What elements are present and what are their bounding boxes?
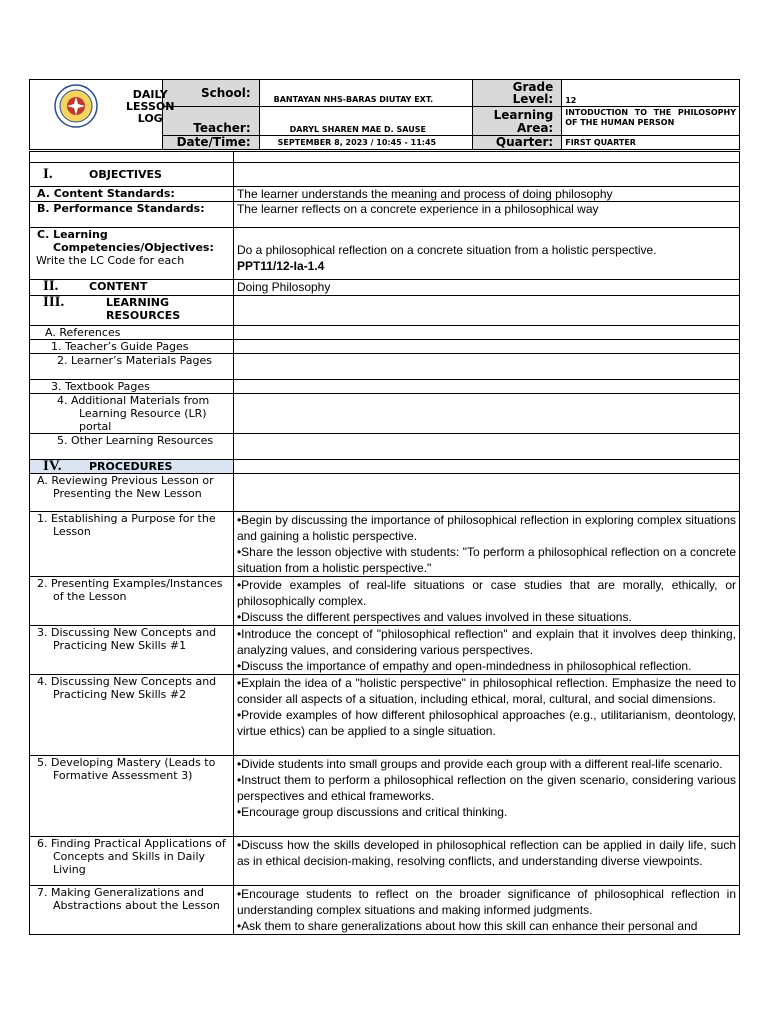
resource-empty-cell <box>233 380 739 394</box>
dll-title-line: LOG <box>137 112 163 125</box>
dll-title-line: DAILY <box>132 88 168 101</box>
teacher-label: Teacher: <box>162 107 259 136</box>
row-label: A. Reviewing Previous Lesson or Presenting the New Lesson <box>37 474 214 500</box>
procedure-content <box>233 577 739 626</box>
procedure-content <box>233 756 739 837</box>
dll-title-line: LESSON <box>126 100 175 113</box>
procedure-label <box>30 675 234 756</box>
procedure-bullet: •Begin by discussing the importance of philosophical reflection in exploring complex situations and gaining a holistic perspective. <box>236 513 736 543</box>
references-label <box>30 326 234 340</box>
row-label: A. Content Standards: <box>37 187 175 200</box>
procedure-bullet: •Discuss the different perspectives and values involved in these situations. <box>236 610 632 624</box>
learning-label-line: Area: <box>516 121 554 135</box>
lesson-log-table <box>29 151 740 935</box>
row-label: 2. Learner’s Materials Pages <box>57 354 213 367</box>
spacer-cell <box>233 152 739 163</box>
section-title: PROCEDURES <box>89 460 173 473</box>
procedure-bullet: •Provide examples of how different philosophical approaches (e.g., utilitarianism, deontology, virtue ethics) can be applied to a single situation. <box>236 708 736 738</box>
procedures-empty-cell <box>233 460 739 474</box>
resource-empty-cell <box>233 354 739 380</box>
logo-cell <box>30 80 175 150</box>
resource-empty-cell <box>233 340 739 354</box>
procedure-content <box>233 837 739 886</box>
procedure-content <box>233 512 739 577</box>
procedure-bullet: •Discuss the importance of empathy and open-mindedness in philosophical reflection. <box>236 659 692 673</box>
section-number: I. <box>43 166 53 182</box>
row-label: 5. Other Learning Resources <box>57 434 214 447</box>
procedure-bullet: •Introduce the concept of "philosophical reflection" and explain that it involves deep thinking, analyzing values, and considering various perspectives. <box>236 627 736 657</box>
procedure-label <box>30 626 234 675</box>
resource-empty-cell <box>233 394 739 434</box>
procedure-label <box>30 577 234 626</box>
quarter-label: Quarter: <box>473 136 562 150</box>
objectives-empty-cell <box>233 163 739 187</box>
references-empty-cell <box>233 326 739 340</box>
section-title: LEARNING RESOURCES <box>106 296 181 322</box>
resource-empty-cell <box>233 434 739 460</box>
resource-item <box>30 340 234 354</box>
content-standards-value: The learner understands the meaning and process of doing philosophy <box>233 187 739 202</box>
row-label: 5. Developing Mastery (Leads to Formative Assessment 3) <box>37 756 216 782</box>
row-label: 7. Making Generalizations and Abstractions about the Lesson <box>37 886 220 912</box>
competency-code: PPT11/12-Ia-1.4 <box>236 258 325 273</box>
row-label: 1. Establishing a Purpose for the Lesson <box>37 512 216 538</box>
row-label: 3. Discussing New Concepts and Practicing New Skills #1 <box>37 626 217 652</box>
dll-title <box>126 89 174 125</box>
row-label: C. Learning Competencies/Objectives: <box>37 228 214 254</box>
procedure-label <box>30 756 234 837</box>
learning-label-line: Learning <box>493 108 554 122</box>
teacher-value: DARYL SHAREN MAE D. SAUSE <box>259 107 473 136</box>
date-value: SEPTEMBER 8, 2023 / 10:45 - 11:45 <box>259 136 473 150</box>
grade-level-value: 12 <box>562 80 740 107</box>
grade-label-line: Level: <box>512 92 554 106</box>
resource-item <box>30 354 234 380</box>
resources-empty-cell <box>233 296 739 326</box>
row-label: 4. Discussing New Concepts and Practicing New Skills #2 <box>37 675 217 701</box>
procedure-content <box>233 626 739 675</box>
school-label: School: <box>162 80 259 107</box>
procedure-bullet: •Encourage group discussions and critical thinking. <box>236 805 508 819</box>
deped-seal-logo <box>54 84 98 128</box>
competencies-value <box>233 228 739 280</box>
row-label: 4. Additional Materials from Learning Resource (LR) portal <box>57 394 210 433</box>
procedure-bullet: •Ask them to share generalizations about how this skill can enhance their personal and <box>236 919 698 933</box>
procedure-bullet: •Provide examples of real-life situations or case studies that are morally, ethically, or philosophically complex. <box>236 578 736 608</box>
row-label: 3. Textbook Pages <box>51 380 150 393</box>
procedure-bullet: •Share the lesson objective with students: "To perform a philosophical reflection on a concrete situation from a holistic perspective." <box>236 545 736 575</box>
procedure-bullet: •Discuss how the skills developed in philosophical reflection can be applied in daily life, such as in ethical decision-making, resolving conflicts, and understanding diverse viewpoints. <box>236 838 736 868</box>
section-title: OBJECTIVES <box>89 168 162 181</box>
procedure-bullet: •Explain the idea of a "holistic perspective" in philosophical reflection. Emphasize the need to consider all aspects of a situation, including ethical, moral, cultural, and social dimensions. <box>236 676 736 706</box>
performance-standards-label <box>30 202 234 228</box>
competency-text: Do a philosophical reflection on a concrete situation from a holistic perspective. <box>236 242 657 257</box>
row-label: A. References <box>45 326 121 339</box>
procedures-heading <box>30 460 234 474</box>
procedure-content <box>233 675 739 756</box>
row-label: 2. Presenting Examples/Instances of the Lesson <box>37 577 223 603</box>
objectives-heading <box>30 163 234 187</box>
section-number: III. <box>43 294 65 310</box>
resource-item <box>30 394 234 434</box>
procedure-bullet: •Encourage students to reflect on the broader significance of philosophical reflection in understanding complex situations and making informed judgments. <box>236 887 736 917</box>
lc-code-note: Write the LC Code for each <box>36 254 185 267</box>
procedure-content <box>233 886 739 935</box>
header-table <box>29 79 740 150</box>
section-number: IV. <box>43 458 62 474</box>
procedure-label <box>30 886 234 935</box>
school-value: BANTAYAN NHS-BARAS DIUTAY EXT. <box>259 80 473 107</box>
date-label: Date/Time: <box>162 136 259 150</box>
row-label: B. Performance Standards: <box>37 202 205 215</box>
procedure-bullet: •Divide students into small groups and provide each group with a different real-life scenario. <box>236 757 723 771</box>
quarter-value: FIRST QUARTER <box>562 136 740 150</box>
grade-level-label <box>473 80 562 107</box>
procedure-label <box>30 474 234 512</box>
procedure-empty-cell <box>233 474 739 512</box>
spacer-cell <box>30 152 234 163</box>
row-label: 6. Finding Practical Applications of Concepts and Skills in Daily Living <box>37 837 226 876</box>
procedure-label <box>30 512 234 577</box>
content-standards-label <box>30 187 234 202</box>
procedure-label <box>30 837 234 886</box>
procedure-bullet: •Instruct them to perform a philosophical reflection on the given scenario, considering various perspectives and ethical frameworks. <box>236 773 736 803</box>
competencies-label <box>30 228 234 280</box>
resource-item <box>30 380 234 394</box>
content-value: Doing Philosophy <box>233 280 739 296</box>
section-number: II. <box>43 278 59 294</box>
learning-area-value: INTODUCTION TO THE PHILOSOPHY OF THE HUMAN PERSON <box>562 107 740 136</box>
grade-label-line: Grade <box>512 80 554 94</box>
performance-standards-value: The learner reflects on a concrete experience in a philosophical way <box>233 202 739 228</box>
row-label: 1. Teacher’s Guide Pages <box>51 340 189 353</box>
learning-area-label <box>473 107 562 136</box>
section-title: CONTENT <box>89 280 148 293</box>
resource-item <box>30 434 234 460</box>
resources-heading <box>30 296 234 326</box>
